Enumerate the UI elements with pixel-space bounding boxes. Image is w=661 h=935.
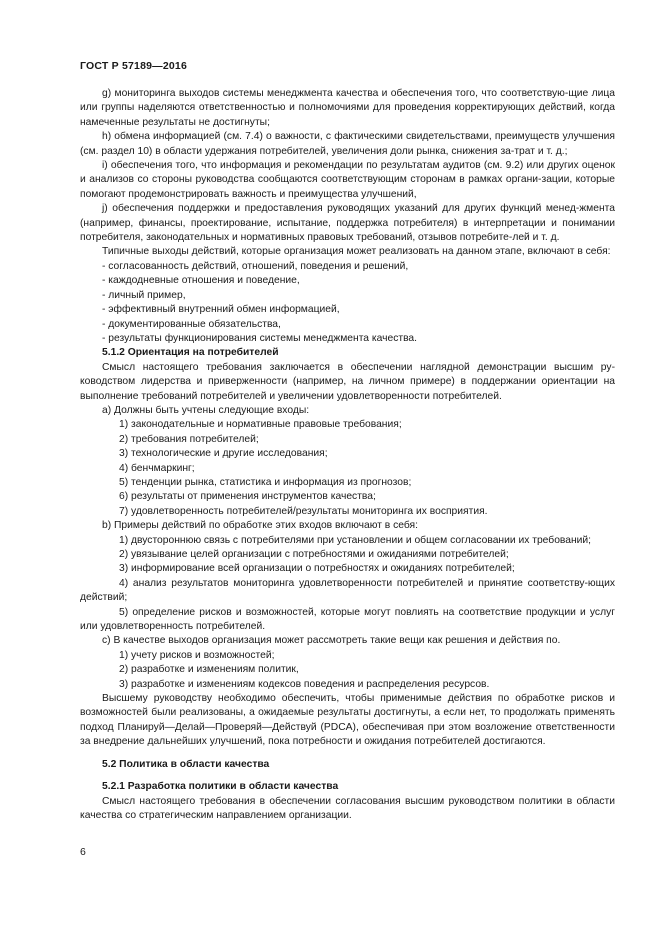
list-item: 1) двустороннюю связь с потребителями при установлении и общем согласовании их требований;: [119, 534, 592, 546]
list-item: 2) увязывание целей организации с потребностями и ожиданиями потребителей;: [119, 549, 509, 560]
paragraph-i: i) обеспечения того, что информация и рекомендации по результатам аудитов (см. 9.2) или других оценок и анализов со стороны руководства сообщаются соответствующим сторонам в рамках органи-зации, которые помогают продемонстрировать важность и преимущества улучшений,: [80, 160, 615, 200]
list-item-a: a) Должны быть учтены следующие входы:: [102, 404, 310, 416]
paragraph-typical-outputs: Типичные выходы действий, которые организация может реализовать на данном этапе, включают в себя:: [102, 246, 611, 258]
paragraph-top-management: Высшему руководству необходимо обеспечить, чтобы применимые действия по обработке рисков и возможностей были реализованы, а ожидаемые результаты достигнуты, а если нет, то продолжать применять подход Планируй—Делай—Проверяй—Действуй (PDCA), обеспечивая при этом возложение ответственности за внедрение дальнейших улучшений, пока потребности и ожидания потребителей достигаются.: [80, 693, 615, 748]
paragraph-g: g) мониторинга выходов системы менеджмента качества и обеспечения того, что соответствую-щие лица или группы наделяются ответственностью и полномочиями для проведения корректирующих действий, когда намеченные результаты не достигнуты;: [80, 88, 615, 128]
document-body: [80, 87, 615, 823]
list-item: 1) учету рисков и возможностей;: [119, 649, 275, 661]
standard-header: ГОСТ Р 57189—2016: [80, 60, 188, 72]
list-item: 2) разработке и изменениям политик,: [119, 664, 299, 676]
list-item: 7) удовлетворенность потребителей/результаты мониторинга их восприятия.: [119, 505, 488, 517]
list-item: 4) анализ результатов мониторинга удовлетворенности потребителей и принятие соответству-ющих действий;: [80, 577, 615, 604]
list-item: 2) требования потребителей;: [119, 433, 259, 445]
list-item: 1) законодательные и нормативные правовые требования;: [119, 419, 402, 431]
list-item: - документированные обязательства,: [102, 318, 281, 330]
list-item: 6) результаты от применения инструментов качества;: [119, 491, 376, 503]
paragraph-customer-focus: Смысл настоящего требования заключается в обеспечении наглядной демонстрации высшим ру-ководством лидерства и приверженности (например, на личном примере) в поддержании ориентации на выполнение требований потребителей и увеличении удовлетворенности потребителей.: [80, 361, 615, 402]
spacer: [80, 750, 615, 758]
paragraph-quality-policy: Смысл настоящего требования в обеспечении согласования высшим руководством политики в области качества со стратегическим направлением организации.: [80, 795, 615, 821]
spacer: [80, 772, 615, 780]
list-item-c: c) В качестве выходов организация может рассмотреть такие вещи как решения и действия по.: [102, 635, 561, 647]
section-heading-5-2-1: 5.2.1 Разработка политики в области качества: [102, 781, 339, 793]
section-heading-5-2: 5.2 Политика в области качества: [102, 758, 270, 770]
page-number: 6: [80, 846, 86, 858]
list-item: - личный пример,: [102, 289, 186, 301]
list-item: - результаты функционирования системы менеджмента качества.: [102, 332, 418, 344]
list-item: 5) тенденции рынка, статистика и информация из прогнозов;: [119, 476, 412, 488]
list-item-b: b) Примеры действий по обработке этих входов включают в себя:: [102, 520, 418, 532]
paragraph-h: h) обмена информацией (см. 7.4) о важности, с фактическими свидетельствами, преимуществ улучшения (см. раздел 10) в области удержания потребителей, увеличения доли рынка, снижения за-трат и т. д.;: [80, 131, 615, 157]
list-item: 3) разработке и изменениям кодексов поведения и распределения ресурсов.: [119, 678, 490, 690]
list-item: - согласованность действий, отношений, поведения и решений,: [102, 260, 409, 272]
section-heading-5-1-2: 5.1.2 Ориентация на потребителей: [102, 347, 279, 359]
paragraph-j: j) обеспечения поддержки и предоставления руководящих указаний для других функций менед-жмента (например, финансы, проектирование, испытание, поддержка потребителя) в интерпретации и понимании потребителя, законодательных и нормативных правовых требований, отзывов потребите-лей и т. д.: [80, 203, 615, 244]
list-item: - эффективный внутренний обмен информацией,: [102, 304, 340, 316]
list-item: 3) информирование всей организации о потребностях и ожиданиях потребителей;: [119, 563, 515, 575]
list-item: 3) технологические и другие исследования;: [119, 448, 328, 460]
list-item: 4) бенчмаркинг;: [119, 462, 195, 474]
list-item: - каждодневные отношения и поведение,: [102, 275, 300, 287]
list-item: 5) определение рисков и возможностей, которые могут повлиять на соответствие продукции и услуг или удовлетворенность потребителей.: [80, 606, 615, 633]
